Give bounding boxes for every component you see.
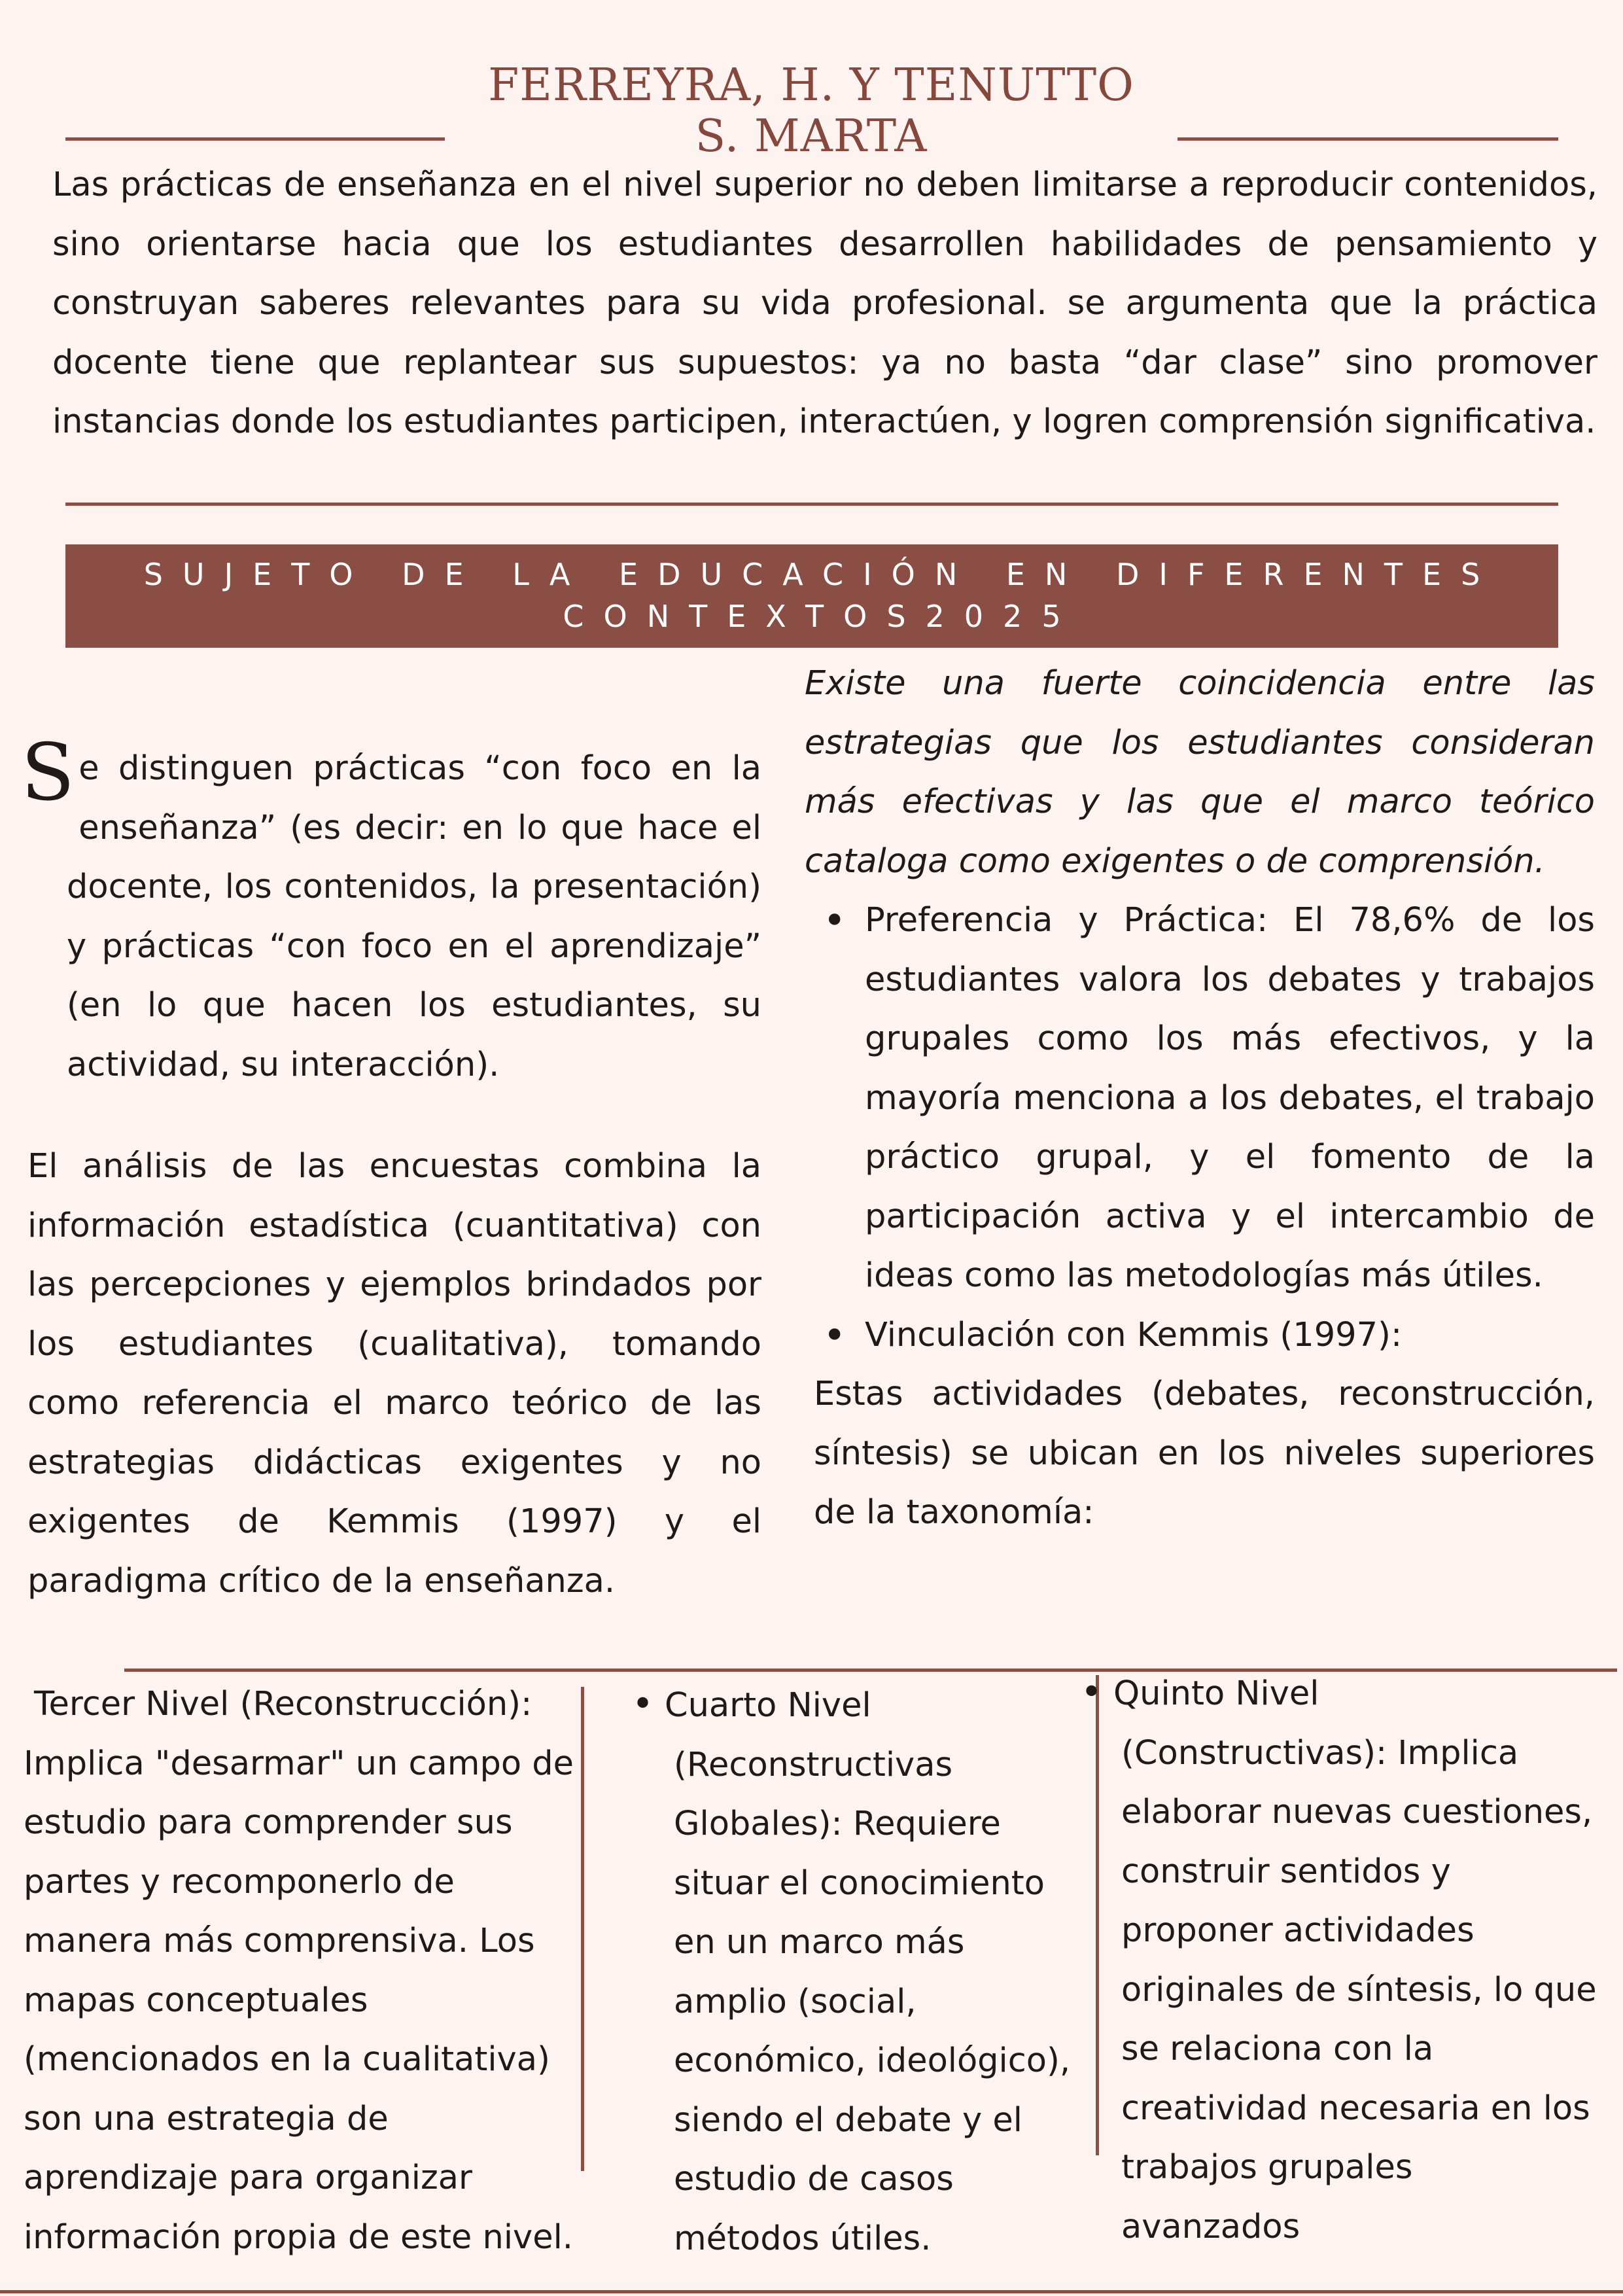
level-3-line: Implica "desarmar" un campo de [24, 1744, 574, 1783]
level-3-line: son una estrategia de [24, 2099, 389, 2138]
level-3-column [24, 1675, 599, 2267]
level-5-column [1081, 1663, 1617, 2257]
title-rule-left [65, 137, 445, 141]
banner-line-2: CONTEXTOS2025 [563, 599, 1081, 634]
intro-divider [65, 503, 1558, 506]
level-4-column [632, 1675, 1090, 2269]
level-4-line: siendo el debate y el [674, 2100, 1022, 2140]
level-4-line: amplio (social, [674, 1982, 916, 2021]
level-5-line: construir sentidos y [1121, 1852, 1451, 1891]
left-para-1 [21, 728, 761, 1095]
level-3-line: partes y recomponerlo de [24, 1862, 455, 1901]
level-5-line: Quinto Nivel [1113, 1674, 1319, 1713]
right-bullet-list [805, 891, 1595, 1365]
level-5-line: proponer actividades [1121, 1911, 1475, 1950]
left-para-1-text: e distinguen prácticas “con foco en la enseñanza” (es decir: en lo que hace el docente, los contenidos, la presentación) y prácticas “con foco en el aprendizaje” (en lo que hacen los estudiantes, su actividad, su interacción). [67, 749, 761, 1084]
level-3-line: estudio para comprender sus [24, 1803, 513, 1842]
level-4-line: situar el conocimiento [674, 1863, 1045, 1903]
level-4-line: Cuarto Nivel [665, 1686, 871, 1725]
banner-line-1: SUJETO DE LA EDUCACIÓN EN DIFERENTES [143, 557, 1500, 592]
left-column [21, 728, 761, 1095]
section-banner [65, 544, 1558, 648]
level-3-line: información propia de este nivel. [24, 2217, 573, 2257]
document-title [393, 60, 1230, 162]
level-5-line: avanzados [1121, 2207, 1300, 2246]
bullet-vinculacion: • Vinculación con Kemmis (1997): [805, 1306, 1595, 1366]
right-italic-intro: Existe una fuerte coincidencia entre las estrategias que los estudiantes consideran más efectivas y las que el marco teórico cataloga como exigentes o de comprensión. [805, 664, 1595, 881]
level-4-body [632, 1736, 1090, 2269]
intro-paragraph: Las prácticas de enseñanza en el nivel superior no deben limitarse a reproducir contenidos, sino orientarse hacia que los estudiantes desarrollen habilidades de pensamiento y construyan saberes relevantes para su vida profesional. se argumenta que la práctica docente tiene que replantear sus supuestos: ya no basta “dar clase” sino promover instancias donde los estudiantes participen, interactúen, y logren comprensión significativa. [52, 166, 1597, 441]
level-4-line: estudio de casos [674, 2160, 954, 2199]
level-5-line: elaborar nuevas cuestiones, [1121, 1793, 1593, 1831]
title-line-2: S. MARTA [695, 111, 928, 162]
level-5-bullet: • [1081, 1671, 1103, 1714]
level-3-line: (mencionados en la cualitativa) [24, 2040, 550, 2079]
level-5-line: (Constructivas): Implica [1121, 1733, 1519, 1773]
level-4-line: métodos útiles. [674, 2219, 932, 2258]
level-3-line: mapas conceptuales [24, 1981, 368, 2020]
right-column [805, 654, 1595, 1543]
level-3-line: aprendizaje para organizar [24, 2159, 472, 2197]
level-4-line: en un marco más [674, 1923, 965, 1962]
level-5-line: originales de síntesis, lo que [1121, 1970, 1597, 2009]
level-3-line: Tercer Nivel (Reconstrucción): [34, 1685, 532, 1723]
level-5-body [1081, 1724, 1617, 2257]
title-rule-right [1178, 137, 1558, 141]
title-line-1: FERREYRA, H. Y TENUTTO [488, 60, 1134, 111]
level-4-bullet: • [632, 1683, 654, 1725]
level-5-line: creatividad necesaria en los [1121, 2089, 1590, 2128]
level-5-line: se relaciona con la [1121, 2030, 1434, 2068]
left-para-2: El análisis de las encuestas combina la información estadística (cuantitativa) con las percepciones y ejemplos brindados por los estudiantes (cualitativa), tomando como referencia el marco teórico de las estrategias didácticas exigentes y no exigentes de Kemmis (1997) y el paradigma crítico de la enseñanza. [27, 1147, 761, 1600]
bullet-preferencia: • Preferencia y Práctica: El 78,6% de los estudiantes valora los debates y trabajos grupales como los más efectivos, y la mayoría menciona a los debates, el trabajo práctico grupal, y el fomento de la participación activa y el intercambio de ideas como las metodologías más útiles. [805, 891, 1595, 1306]
right-closing: Estas actividades (debates, reconstrucción, síntesis) se ubican en los niveles superiores de la taxonomía: [814, 1375, 1595, 1532]
level-4-heading [632, 1675, 1090, 1736]
level-5-line: trabajos grupales [1121, 2148, 1413, 2187]
level-3-line: manera más comprensiva. Los [24, 1922, 535, 1960]
level-4-line: económico, ideológico), [674, 2041, 1071, 2080]
bottom-rule [0, 2290, 1623, 2293]
level-4-line: Globales): Requiere [674, 1805, 1001, 1843]
level-4-line: (Reconstructivas [674, 1745, 953, 1784]
drop-cap: S [21, 728, 75, 819]
level-5-heading [1081, 1663, 1617, 1724]
